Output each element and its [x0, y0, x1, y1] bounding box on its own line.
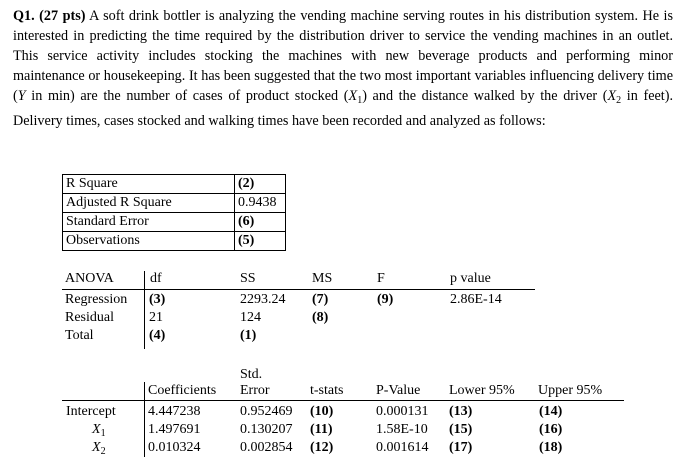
- anova-df: (4): [149, 328, 166, 343]
- coef-pvalue: 1.58E-10: [376, 422, 428, 437]
- coef-value: 1.497691: [148, 422, 201, 437]
- summary-label: Observations: [63, 232, 235, 251]
- summary-value: 0.9438: [235, 194, 286, 213]
- variable-x2: X: [607, 88, 617, 104]
- question-text: [13, 6, 673, 131]
- variable-x2-subscript: 2: [616, 95, 622, 106]
- anova-header-f: F: [377, 271, 385, 286]
- summary-label: R Square: [63, 175, 235, 194]
- variable-x1-subscript: 1: [357, 95, 363, 106]
- coef-header-upper95: Upper 95%: [538, 383, 603, 398]
- coef-header-rule: [62, 400, 624, 401]
- variable-x1: X: [348, 88, 358, 104]
- coef-stderr: 0.002854: [240, 440, 293, 455]
- coef-tstat: (10): [310, 404, 334, 419]
- summary-row: [63, 232, 286, 251]
- anova-header-ss: SS: [240, 271, 256, 286]
- coef-row-subscript: 2: [100, 446, 106, 457]
- anova-ms: (7): [312, 292, 329, 307]
- anova-ss: (1): [240, 328, 257, 343]
- coef-lower95: (13): [449, 404, 473, 419]
- question-part-4: in feet). Delivery times, cases stocked and walking times have been recorded and analyzed as follows:: [13, 88, 673, 129]
- coef-upper95: (18): [539, 440, 563, 455]
- anova-ss: 2293.24: [240, 292, 286, 307]
- variable-y: Y: [17, 88, 26, 104]
- summary-value: (6): [235, 213, 286, 232]
- anova-f: (9): [377, 292, 394, 307]
- summary-value: (2): [235, 175, 286, 194]
- regression-summary-table: [62, 174, 286, 251]
- coef-upper95: (14): [539, 404, 563, 419]
- anova-ss: 124: [240, 310, 261, 325]
- coef-stderr: 0.130207: [240, 422, 293, 437]
- anova-df: (3): [149, 292, 166, 307]
- coef-row-label: Intercept: [66, 404, 116, 419]
- coef-header-tstat: t-stats: [310, 383, 344, 398]
- anova-header-ms: MS: [312, 271, 333, 286]
- question-part-2: in min) are the number of cases of product stocked (: [25, 88, 349, 104]
- coef-value: 0.010324: [148, 440, 201, 455]
- coef-row-variable: X: [92, 440, 101, 455]
- anova-column-divider: [144, 271, 145, 349]
- anova-ms: (8): [312, 310, 329, 325]
- summary-row: [63, 175, 286, 194]
- summary-value: (5): [235, 232, 286, 251]
- coef-lower95: (17): [449, 440, 473, 455]
- coef-header-lower95: Lower 95%: [449, 383, 515, 398]
- coef-tstat: (11): [310, 422, 333, 437]
- coef-value: 4.447238: [148, 404, 201, 419]
- anova-source: Residual: [65, 310, 114, 325]
- anova-source: Regression: [65, 292, 128, 307]
- anova-header-df: df: [150, 271, 162, 286]
- question-part-3: ) and the distance walked by the driver (: [362, 88, 608, 104]
- coef-pvalue: 0.000131: [376, 404, 429, 419]
- coef-row-label: [92, 439, 106, 461]
- question-label: Q1. (27 pts): [13, 8, 86, 24]
- anova-source: Total: [65, 328, 94, 343]
- coef-stderr: 0.952469: [240, 404, 293, 419]
- coef-upper95: (16): [539, 422, 563, 437]
- anova-header-rule: [62, 289, 535, 290]
- anova-pvalue: 2.86E-14: [450, 292, 502, 307]
- question-part-1: A soft drink bottler is analyzing the vending machine serving routes in his distribution system. He is interested in predicting the time required by the distribution driver to service the vending machines in an outlet. This service activity includes stocking the machines with new beverage products and performing minor maintenance or housekeeping. It has been suggested that the two most important variables influencing delivery time (: [13, 8, 673, 104]
- anova-header-source: ANOVA: [65, 271, 114, 286]
- anova-header-pvalue: p value: [450, 271, 491, 286]
- summary-label: Adjusted R Square: [63, 194, 235, 213]
- summary-row: [63, 194, 286, 213]
- coef-tstat: (12): [310, 440, 334, 455]
- coef-column-divider: [144, 382, 145, 457]
- coef-row-subscript: 1: [100, 428, 106, 439]
- coef-header-stderr-top: Std.: [240, 367, 263, 382]
- summary-row: [63, 213, 286, 232]
- coef-pvalue: 0.001614: [376, 440, 429, 455]
- anova-df: 21: [149, 310, 163, 325]
- coef-lower95: (15): [449, 422, 473, 437]
- coef-header-stderr-bottom: Error: [240, 383, 270, 398]
- summary-label: Standard Error: [63, 213, 235, 232]
- coef-header-pvalue: P-Value: [376, 383, 421, 398]
- coef-header-coefficients: Coefficients: [148, 383, 217, 398]
- coef-row-variable: X: [92, 422, 101, 437]
